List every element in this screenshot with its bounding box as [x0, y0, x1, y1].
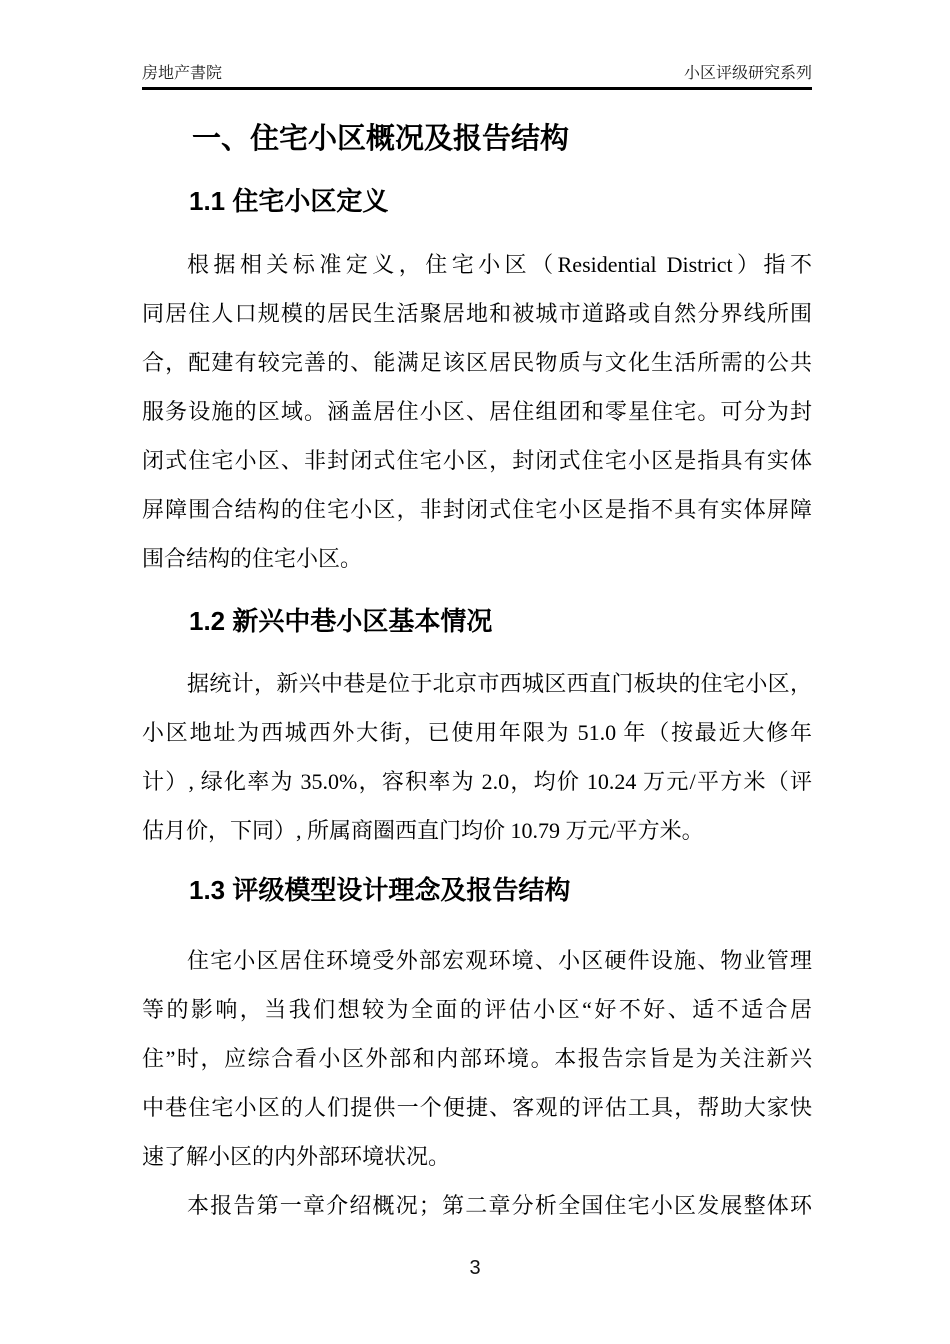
- paragraph-basic-info: [142, 659, 812, 855]
- header-left-text: 房地产書院: [142, 65, 223, 82]
- text-line: 服务设施的区域。涵盖居住小区、居住组团和零星住宅。可分为封: [142, 399, 812, 424]
- page-content: [142, 0, 812, 1230]
- paragraph-definition: [142, 240, 812, 583]
- section-heading-1-2: 1.2 新兴中巷小区基本情况: [189, 606, 493, 636]
- section-heading-1-3: 1.3 评级模型设计理念及报告结构: [189, 875, 571, 905]
- header-rule: [142, 87, 812, 90]
- paragraph-model-concept: [142, 936, 812, 1181]
- running-header: [142, 62, 812, 84]
- paragraph-report-structure: [142, 1181, 812, 1230]
- text-line: 计）, 绿化率为 35.0%，容积率为 2.0，均价 10.24 万元/平方米（评: [142, 769, 812, 794]
- text-line: 围合结构的住宅小区。: [142, 546, 363, 571]
- text-line: 住”时，应综合看小区外部和内部环境。本报告宗旨是为关注新兴: [142, 1046, 812, 1071]
- page-number: 3: [469, 1257, 481, 1279]
- text-line: 本报告第一章介绍概况；第二章分析全国住宅小区发展整体环: [187, 1193, 812, 1218]
- text-line: 据统计，新兴中巷是位于北京市西城区西直门板块的住宅小区，: [187, 671, 812, 696]
- text-line: 中巷住宅小区的人们提供一个便捷、客观的评估工具，帮助大家快: [142, 1095, 812, 1120]
- text-line: 速了解小区的内外部环境状况。: [142, 1144, 451, 1169]
- text-line: 闭式住宅小区、非封闭式住宅小区，封闭式住宅小区是指具有实体: [142, 448, 812, 473]
- header-right-text: 小区评级研究系列: [683, 65, 812, 82]
- section-heading-1-1: 1.1 住宅小区定义: [189, 186, 389, 216]
- text-line: 等的影响，当我们想较为全面的评估小区“好不好、适不适合居: [142, 997, 812, 1022]
- text-line: 合，配建有较完善的、能满足该区居民物质与文化生活所需的公共: [142, 350, 812, 375]
- page-title: 一、住宅小区概况及报告结构: [192, 123, 570, 155]
- text-line: 小区地址为西城西外大街，已使用年限为 51.0 年（按最近大修年: [142, 720, 812, 745]
- text-line: 屏障围合结构的住宅小区，非封闭式住宅小区是指不具有实体屏障: [142, 497, 812, 522]
- text-line: 同居住人口规模的居民生活聚居地和被城市道路或自然分界线所围: [142, 301, 812, 326]
- text-line: 估月价，下同）, 所属商圈西直门均价 10.79 万元/平方米。: [142, 818, 704, 843]
- text-line: 住宅小区居住环境受外部宏观环境、小区硬件设施、物业管理: [187, 948, 812, 973]
- text-line: 根据相关标准定义，住宅小区（Residential District）指不: [187, 252, 812, 277]
- page-footer: [0, 1256, 950, 1280]
